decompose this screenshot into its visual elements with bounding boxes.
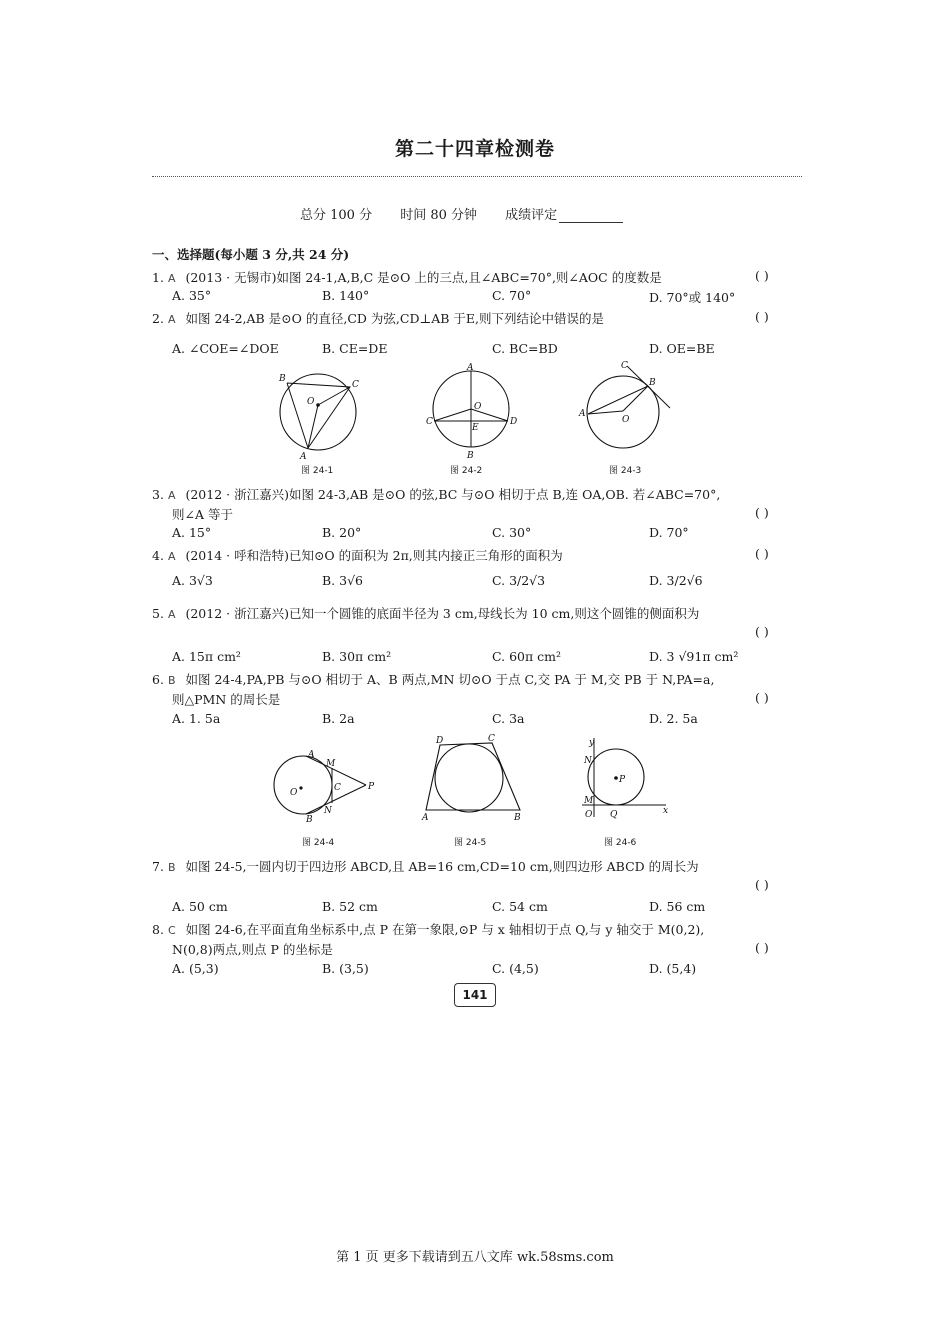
option: D. 70°或 140° bbox=[649, 290, 736, 305]
option: C. 30° bbox=[492, 525, 532, 540]
difficulty-tag: A bbox=[167, 272, 176, 285]
svg-text:O: O bbox=[290, 788, 298, 798]
svg-text:B: B bbox=[649, 378, 656, 388]
svg-text:O: O bbox=[307, 397, 315, 407]
q-text-cont: 则∠A 等于 bbox=[172, 507, 233, 522]
figure-caption: 图 24-3 bbox=[609, 466, 642, 476]
option: D. 56 cm bbox=[649, 899, 706, 914]
option: B. 30π cm² bbox=[322, 649, 392, 664]
difficulty-tag: B bbox=[167, 674, 176, 687]
svg-text:A: A bbox=[300, 452, 307, 460]
svg-text:E: E bbox=[472, 423, 479, 433]
answer-paren: ( ) bbox=[755, 624, 769, 639]
q-number: 7. bbox=[152, 859, 164, 874]
option: B. 2a bbox=[322, 711, 355, 726]
page-footer: 第 1 页 更多下载请到五八文库 wk.58sms.com bbox=[336, 1250, 614, 1265]
question-4 bbox=[152, 546, 563, 564]
option: A. 50 cm bbox=[172, 899, 228, 914]
difficulty-tag: A bbox=[167, 489, 176, 502]
option: D. 3 √91π cm² bbox=[649, 649, 739, 664]
figure-caption: 图 24-1 bbox=[301, 466, 334, 476]
figure-caption: 图 24-4 bbox=[302, 838, 335, 848]
svg-text:M: M bbox=[584, 796, 594, 806]
option: A. 3√3 bbox=[172, 573, 213, 588]
figure-24-1 bbox=[270, 365, 370, 460]
svg-text:B: B bbox=[306, 815, 313, 825]
option: C. 70° bbox=[492, 288, 532, 303]
question-1 bbox=[152, 268, 662, 286]
question-2 bbox=[152, 309, 604, 327]
svg-text:C: C bbox=[426, 417, 433, 427]
answer-paren: ( ) bbox=[755, 940, 769, 955]
figure-24-4 bbox=[268, 745, 378, 825]
svg-text:C: C bbox=[352, 380, 359, 390]
difficulty-tag: C bbox=[167, 924, 176, 937]
svg-text:M: M bbox=[326, 759, 336, 769]
figure-24-2 bbox=[424, 362, 519, 462]
svg-text:A: A bbox=[467, 363, 474, 373]
svg-text:y: y bbox=[589, 738, 595, 748]
option: C. 3/2√3 bbox=[492, 573, 546, 588]
q-number: 1. bbox=[152, 270, 164, 285]
q-number: 5. bbox=[152, 606, 164, 621]
svg-text:O: O bbox=[474, 402, 482, 412]
answer-paren: ( ) bbox=[755, 268, 769, 283]
svg-text:N: N bbox=[324, 806, 332, 816]
page-title: 第二十四章检测卷 bbox=[394, 138, 555, 160]
q-number: 6. bbox=[152, 672, 164, 687]
figure-24-3 bbox=[575, 356, 675, 456]
option: A. 1. 5a bbox=[172, 711, 221, 726]
total-score: 总分 100 分 bbox=[300, 208, 373, 223]
q-text: (2012 · 浙江嘉兴)已知一个圆锥的底面半径为 3 cm,母线长为 10 cm,则这个圆锥的侧面积为 bbox=[185, 606, 700, 621]
svg-text:C: C bbox=[488, 734, 495, 744]
option: B. 140° bbox=[322, 288, 370, 303]
difficulty-tag: A bbox=[167, 608, 176, 621]
svg-text:P: P bbox=[368, 782, 375, 792]
q-text: (2013 · 无锡市)如图 24-1,A,B,C 是⊙O 上的三点,且∠ABC=70°,则∠AOC 的度数是 bbox=[185, 270, 662, 285]
svg-text:A: A bbox=[579, 409, 586, 419]
svg-text:C: C bbox=[334, 783, 341, 793]
svg-text:A: A bbox=[422, 813, 429, 822]
option: B. 20° bbox=[322, 525, 362, 540]
section-heading: 一、选择题(每小题 3 分,共 24 分) bbox=[152, 247, 350, 262]
difficulty-tag: A bbox=[167, 313, 176, 326]
option: C. 3a bbox=[492, 711, 525, 726]
answer-paren: ( ) bbox=[755, 690, 769, 705]
figure-caption: 图 24-2 bbox=[450, 466, 483, 476]
q-text-cont: N(0,8)两点,则点 P 的坐标是 bbox=[172, 942, 333, 957]
q-text: 如图 24-4,PA,PB 与⊙O 相切于 A、B 两点,MN 切⊙O 于点 C,交 PA 于 M,交 PB 于 N,PA=a, bbox=[185, 672, 715, 687]
option: D. OE=BE bbox=[649, 341, 715, 356]
svg-text:P: P bbox=[619, 775, 626, 785]
svg-text:A: A bbox=[308, 750, 315, 760]
q-text: (2014 · 呼和浩特)已知⊙O 的面积为 2π,则其内接正三角形的面积为 bbox=[185, 548, 563, 563]
question-5 bbox=[152, 604, 699, 622]
answer-paren: ( ) bbox=[755, 309, 769, 324]
svg-text:B: B bbox=[514, 813, 521, 822]
option: C. 60π cm² bbox=[492, 649, 562, 664]
svg-text:B: B bbox=[279, 374, 286, 384]
difficulty-tag: B bbox=[167, 861, 176, 874]
option: D. (5,4) bbox=[649, 961, 697, 976]
question-6 bbox=[152, 670, 714, 688]
svg-text:N: N bbox=[584, 756, 592, 766]
answer-paren: ( ) bbox=[755, 546, 769, 561]
option: B. CE=DE bbox=[322, 341, 388, 356]
svg-text:O: O bbox=[585, 810, 593, 820]
figure-24-5 bbox=[418, 732, 528, 822]
svg-text:x: x bbox=[663, 806, 669, 816]
option: D. 2. 5a bbox=[649, 711, 698, 726]
question-3 bbox=[152, 485, 720, 503]
svg-text:D: D bbox=[510, 417, 518, 427]
option: B. 3√6 bbox=[322, 573, 364, 588]
figure-24-6 bbox=[576, 735, 671, 825]
svg-text:D: D bbox=[436, 736, 444, 746]
title-divider bbox=[152, 176, 802, 177]
figure-caption: 图 24-6 bbox=[604, 838, 637, 848]
svg-text:C: C bbox=[621, 361, 628, 371]
svg-text:Q: Q bbox=[610, 810, 618, 820]
svg-text:O: O bbox=[622, 415, 630, 425]
q-text-cont: 则△PMN 的周长是 bbox=[172, 692, 281, 707]
question-7 bbox=[152, 857, 699, 875]
option: D. 3/2√6 bbox=[649, 573, 703, 588]
q-number: 2. bbox=[152, 311, 164, 326]
option: D. 70° bbox=[649, 525, 689, 540]
q-number: 8. bbox=[152, 922, 164, 937]
option: A. 15π cm² bbox=[172, 649, 241, 664]
q-text: 如图 24-5,一圆内切于四边形 ABCD,且 AB=16 cm,CD=10 cm,则四边形 ABCD 的周长为 bbox=[185, 859, 699, 874]
option: C. BC=BD bbox=[492, 341, 558, 356]
figure-caption: 图 24-5 bbox=[454, 838, 487, 848]
time-limit: 时间 80 分钟 bbox=[400, 208, 478, 223]
svg-text:B: B bbox=[467, 451, 474, 461]
option: B. (3,5) bbox=[322, 961, 369, 976]
option: A. (5,3) bbox=[172, 961, 219, 976]
difficulty-tag: A bbox=[167, 550, 176, 563]
answer-paren: ( ) bbox=[755, 505, 769, 520]
option: B. 52 cm bbox=[322, 899, 378, 914]
answer-paren: ( ) bbox=[755, 877, 769, 892]
grade-label: 成绩评定 bbox=[505, 208, 558, 223]
option: A. 15° bbox=[172, 525, 212, 540]
option: A. 35° bbox=[172, 288, 212, 303]
option: A. ∠COE=∠DOE bbox=[172, 341, 279, 356]
option: C. (4,5) bbox=[492, 961, 539, 976]
page-number-badge: 141 bbox=[454, 983, 496, 1007]
q-text: (2012 · 浙江嘉兴)如图 24-3,AB 是⊙O 的弦,BC 与⊙O 相切于点 B,连 OA,OB. 若∠ABC=70°, bbox=[185, 487, 721, 502]
q-text: 如图 24-2,AB 是⊙O 的直径,CD 为弦,CD⊥AB 于E,则下列结论中错误的是 bbox=[185, 311, 605, 326]
option: C. 54 cm bbox=[492, 899, 548, 914]
q-number: 4. bbox=[152, 548, 164, 563]
q-text: 如图 24-6,在平面直角坐标系中,点 P 在第一象限,⊙P 与 x 轴相切于点 Q,与 y 轴交于 M(0,2), bbox=[185, 922, 705, 937]
grade-blank bbox=[559, 210, 623, 223]
q-number: 3. bbox=[152, 487, 164, 502]
question-8 bbox=[152, 920, 704, 938]
exam-meta bbox=[300, 204, 647, 223]
